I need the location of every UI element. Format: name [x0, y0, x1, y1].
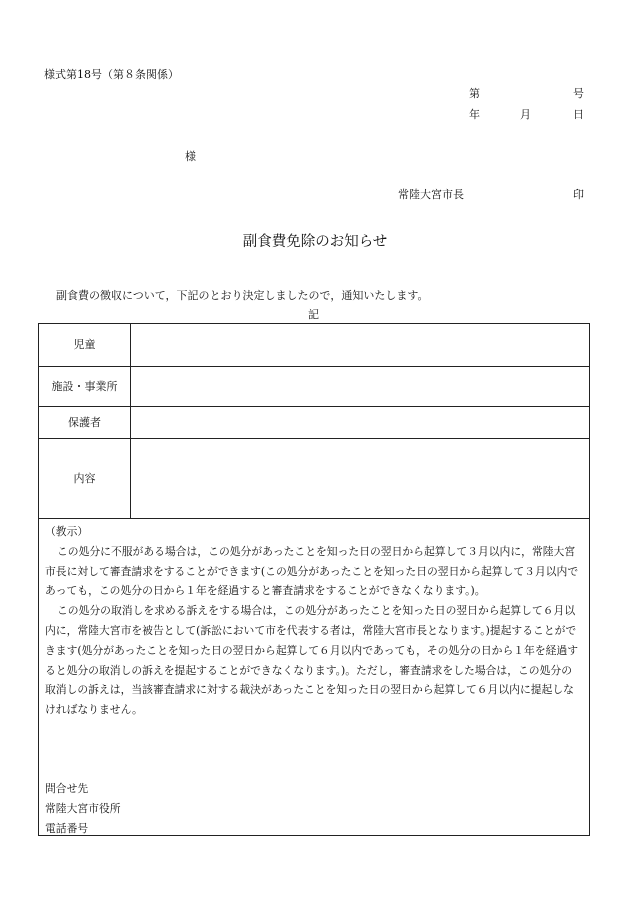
contact-label: 問合せ先	[45, 782, 89, 795]
details-table	[38, 323, 590, 836]
notice-heading: （教示）	[45, 525, 89, 538]
addressee-honorific: 様	[185, 150, 196, 163]
table-row-child	[39, 324, 589, 367]
row-value-content	[131, 439, 589, 518]
date-day: 日	[573, 108, 584, 121]
table-row-content	[39, 439, 589, 519]
seal-mark: 印	[573, 188, 584, 201]
table-row-guardian	[39, 407, 589, 439]
contact-section	[45, 779, 121, 839]
intro-text: 副食費の徴収について，下記のとおり決定しましたので，通知いたします。	[56, 289, 429, 302]
notice-section	[45, 522, 581, 720]
date-year: 年	[469, 108, 480, 121]
notice-paragraph-lawsuit: この処分の取消しを求める訴えをする場合は，この処分があったことを知った日の翌日から起算して６月以内に，常陸大宮市を被告として(訴訟において市を代表する者は，常陸大宮市長となります。)提起することができます(処分があったことを知った日の翌日から起算して６月以内であっても，その処分の日から１年を経過すると処分の取消しの訴えを提起することができなくなります。)。ただし，審査請求をした場合は，この処分の取消しの訴えは，当該審査請求に対する裁決があったことを知った日の翌日から起算して６月以内に提起しなければなりません。	[45, 604, 579, 717]
contact-phone-label: 電話番号	[45, 822, 89, 835]
row-value-facility	[131, 367, 589, 406]
document-number-suffix: 号	[573, 87, 584, 100]
row-label-guardian: 保護者	[39, 407, 131, 438]
row-value-guardian	[131, 407, 589, 438]
row-label-facility: 施設・事業所	[39, 367, 131, 406]
row-label-child: 児童	[39, 324, 131, 366]
document-number-prefix: 第	[469, 87, 480, 100]
document-title: 副食費免除のお知らせ	[242, 234, 388, 250]
table-row-facility	[39, 367, 589, 407]
row-value-child	[131, 324, 589, 366]
contact-office: 常陸大宮市役所	[45, 802, 121, 815]
ki-marker: 記	[308, 308, 319, 321]
sender-name: 常陸大宮市長	[398, 188, 464, 201]
date-month: 月	[520, 108, 531, 121]
notice-paragraph-appeal: この処分に不服がある場合は，この処分があったことを知った日の翌日から起算して３月以内に，常陸大宮市長に対して審査請求をすることができます(この処分があったことを知った日の翌日から起算して３月以内であっても，この処分の日から１年を経過すると審査請求をすることができなくなります。)。	[45, 544, 579, 598]
row-label-content: 内容	[39, 439, 131, 518]
form-number: 様式第18号（第８条関係）	[44, 68, 179, 81]
